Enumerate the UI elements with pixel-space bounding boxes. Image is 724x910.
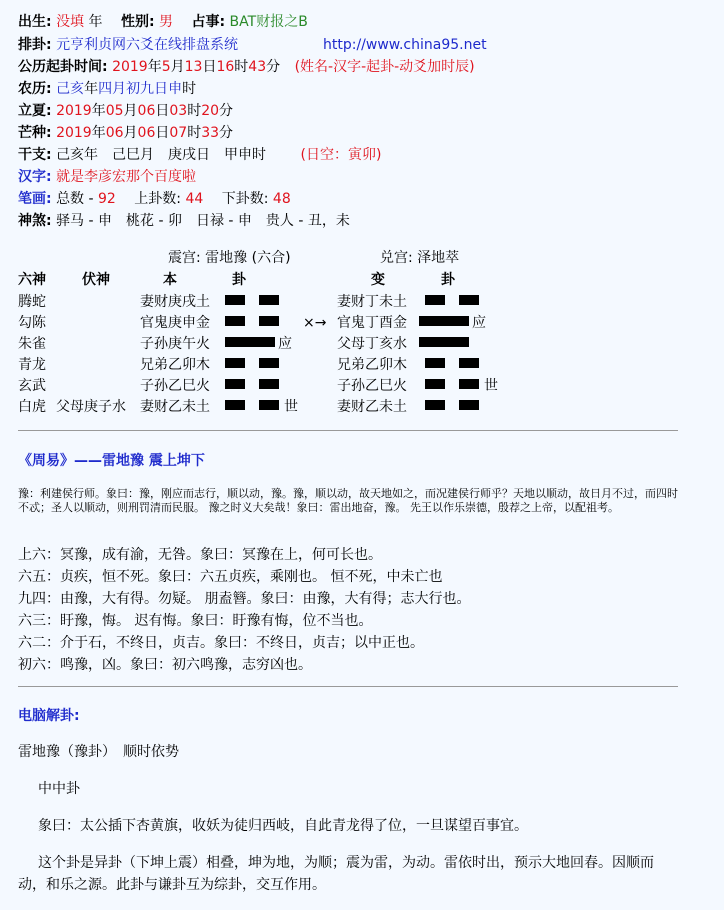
computer-subtitle: 雷地豫（豫卦） 顺时依势 — [18, 744, 179, 760]
time-day: 13 — [184, 59, 203, 75]
zhouyi-intro: 豫：利建侯行师。象曰：豫，刚应而志行，顺以动，豫。豫，顺以动，故天地如之，而况建侯行师乎？天地以顺动，故日月不过，而四时不忒；圣人以顺动，则刑罚清而民服。 豫之时义大矣哉！象曰：雷出地奋，豫。 先王以作乐崇德，殷荐之上帝，以配祖考。 — [18, 487, 678, 514]
hanzi-row — [18, 167, 196, 187]
computer-title: 电脑解卦: — [18, 708, 80, 724]
time-note: (姓名-汉字-起卦-动爻加时辰) — [294, 59, 475, 75]
birth-row — [18, 12, 308, 32]
unit-hour: 时 — [234, 59, 249, 75]
yang-line — [225, 334, 275, 354]
liushen-cell: 青龙 — [18, 357, 46, 373]
bihua-total: 92 — [98, 191, 116, 207]
mangzhong-row — [18, 123, 233, 143]
lunar-hour-unit: 时 — [182, 81, 197, 97]
hanzi-label: 汉字: — [18, 169, 52, 185]
lunar-label: 农历: — [18, 81, 52, 97]
shi-ying-mark: 世 — [484, 378, 498, 394]
birth-year: 没填 — [56, 14, 85, 30]
header-liushen: 六神 — [18, 272, 46, 288]
zhouyi-line: 六二：介于石，不终日，贞吉。象曰：不终日，贞吉；以中正也。 — [18, 635, 424, 651]
yin-line — [425, 355, 479, 375]
yin-line — [225, 397, 279, 417]
ben-yao-cell: 兄弟乙卯木 — [140, 357, 210, 373]
bian-yao-cell: 官鬼丁酉金 — [337, 315, 407, 331]
bihua-total-label: 总数 - — [56, 191, 99, 207]
bihua-row — [18, 189, 291, 209]
zhouyi-line: 九四：由豫，大有得。勿疑。 朋盍簪。象曰：由豫，大有得；志大行也。 — [18, 591, 471, 607]
header-fushen: 伏神 — [82, 272, 110, 288]
unit-hour: 时 — [187, 103, 202, 119]
bihua-up-label: 上卦数: — [134, 191, 186, 207]
fushen-cell: 父母庚子水 — [56, 399, 126, 415]
yin-line — [225, 376, 279, 396]
unit-month: 月 — [123, 103, 138, 119]
zhouyi-line: 六五：贞疾，恒不死。象曰：六五贞疾，乘刚也。 恒不死，中未亡也 — [18, 569, 443, 585]
unit-month: 月 — [123, 125, 138, 141]
time-year: 2019 — [112, 59, 148, 75]
ben-yao-cell: 子孙乙巳火 — [140, 378, 210, 394]
bian-yao-cell: 父母丁亥水 — [337, 336, 407, 352]
lixia-row — [18, 101, 233, 121]
unit-hour: 时 — [187, 125, 202, 141]
bihua-up: 44 — [185, 191, 204, 207]
shi-ying-mark: 应 — [472, 315, 486, 331]
unit-minute: 分 — [266, 59, 281, 75]
mangzhong-month: 06 — [105, 125, 124, 141]
gender-label: 性别: — [120, 14, 155, 30]
time-row — [18, 57, 475, 77]
header-gua: 卦 — [232, 272, 246, 288]
computer-desc: 这个卦是异卦（下坤上震）相叠，坤为地，为顺；震为雷，为动。雷依时出，预示大地回春。因顺而动，和乐之源。此卦与谦卦互为综卦，交互作用。 — [18, 855, 654, 893]
yin-line — [225, 292, 279, 312]
gender-value: 男 — [159, 14, 174, 30]
ganzhi-label: 干支: — [18, 147, 52, 163]
lixia-minute: 20 — [201, 103, 220, 119]
header-ben: 本 — [163, 272, 177, 288]
bihua-down-label: 下卦数: — [221, 191, 273, 207]
ben-yao-cell: 妻财庚戌土 — [140, 294, 210, 310]
computer-xiang: 象曰：太公插下杏黄旗，收妖为徒归西岐，自此青龙得了位，一旦谋望百事宜。 — [38, 818, 528, 834]
lunar-year: 己亥 — [56, 81, 85, 97]
mangzhong-day: 06 — [137, 125, 156, 141]
divider — [18, 430, 678, 431]
zhouyi-line: 六三：盱豫，悔。 迟有悔。象曰：盱豫有悔，位不当也。 — [18, 613, 373, 629]
lunar-month: 四月 — [98, 81, 127, 97]
ben-yao-cell: 子孙庚午火 — [140, 336, 210, 352]
shi-ying-mark: 世 — [284, 399, 298, 415]
lixia-hour: 03 — [169, 103, 188, 119]
lunar-hour: 申 — [168, 81, 183, 97]
zhouyi-title: 《周易》——雷地豫 震上坤下 — [18, 453, 205, 469]
mangzhong-hour: 07 — [169, 125, 188, 141]
divination-value: BAT财报之B — [229, 14, 308, 30]
site-url-link[interactable]: http://www.china95.net — [323, 37, 487, 53]
liushen-cell: 玄武 — [18, 378, 46, 394]
main-palace: 震宫: 雷地豫 (六合) — [168, 250, 291, 266]
liushen-cell: 腾蛇 — [18, 294, 46, 310]
bihua-down: 48 — [272, 191, 291, 207]
year-unit: 年 — [88, 14, 103, 30]
time-month: 5 — [161, 59, 171, 75]
yang-line — [419, 334, 469, 354]
ganzhi-row — [18, 145, 381, 165]
computer-level: 中中卦 — [38, 781, 80, 797]
paigua-system[interactable]: 元亨利贞网六爻在线排盘系统 — [56, 37, 239, 53]
mangzhong-minute: 33 — [201, 125, 220, 141]
unit-minute: 分 — [219, 103, 234, 119]
time-label: 公历起卦时间: — [18, 59, 108, 75]
lunar-row — [18, 79, 196, 99]
unit-year: 年 — [91, 103, 106, 119]
lunar-year-unit: 年 — [84, 81, 99, 97]
mangzhong-label: 芒种: — [18, 125, 52, 141]
zhouyi-line: 上六：冥豫，成有渝，无咎。象曰：冥豫在上，何可长也。 — [18, 547, 382, 563]
lixia-year: 2019 — [56, 103, 92, 119]
liushen-cell: 白虎 — [18, 399, 46, 415]
bian-yao-cell: 子孙乙巳火 — [337, 378, 407, 394]
header-gua2: 卦 — [441, 272, 455, 288]
bian-yao-cell: 妻财乙未土 — [337, 399, 407, 415]
yin-line — [425, 397, 479, 417]
divider — [18, 686, 678, 687]
unit-day: 日 — [202, 59, 217, 75]
ganzhi-value: 己亥年 己巳月 庚戌日 甲申时 — [56, 147, 267, 163]
lunar-day: 初九日 — [126, 81, 169, 97]
shensha-value: 驿马 - 申 桃花 - 卯 日禄 - 申 贵人 - 丑，未 — [56, 213, 350, 229]
time-minute: 43 — [248, 59, 267, 75]
bian-yao-cell: 兄弟乙卯木 — [337, 357, 407, 373]
divination-label: 占事: — [191, 14, 226, 30]
yin-line — [225, 355, 279, 375]
bian-yao-cell: 妻财丁未土 — [337, 294, 407, 310]
unit-minute: 分 — [219, 125, 234, 141]
yin-line — [225, 313, 279, 333]
unit-year: 年 — [91, 125, 106, 141]
mangzhong-year: 2019 — [56, 125, 92, 141]
liushen-cell: 朱雀 — [18, 336, 46, 352]
changed-palace: 兑宫: 泽地萃 — [380, 250, 460, 266]
unit-day: 日 — [155, 103, 170, 119]
yin-line — [425, 292, 479, 312]
yang-line — [419, 313, 469, 333]
lixia-day: 06 — [137, 103, 156, 119]
shi-ying-mark: 应 — [278, 336, 292, 352]
liushen-cell: 勾陈 — [18, 315, 46, 331]
paigua-label: 排卦: — [18, 37, 52, 53]
bihua-label: 笔画: — [18, 191, 52, 207]
birth-label: 出生: — [18, 14, 52, 30]
header-bian: 变 — [371, 272, 385, 288]
unit-day: 日 — [155, 125, 170, 141]
moving-mark: ×→ — [303, 315, 327, 331]
time-hour: 16 — [216, 59, 235, 75]
kongwang: (日空：寅卯) — [300, 147, 382, 163]
hanzi-value: 就是李彦宏那个百度啦 — [56, 169, 197, 185]
shensha-row — [18, 211, 350, 231]
zhouyi-line: 初六：鸣豫，凶。象曰：初六鸣豫，志穷凶也。 — [18, 657, 312, 673]
lixia-month: 05 — [105, 103, 124, 119]
ben-yao-cell: 妻财乙未土 — [140, 399, 210, 415]
ben-yao-cell: 官鬼庚申金 — [140, 315, 210, 331]
lixia-label: 立夏: — [18, 103, 52, 119]
yin-line — [425, 376, 479, 396]
shensha-label: 神煞: — [18, 213, 52, 229]
unit-year: 年 — [147, 59, 162, 75]
paigua-row — [18, 35, 487, 55]
unit-month: 月 — [170, 59, 185, 75]
